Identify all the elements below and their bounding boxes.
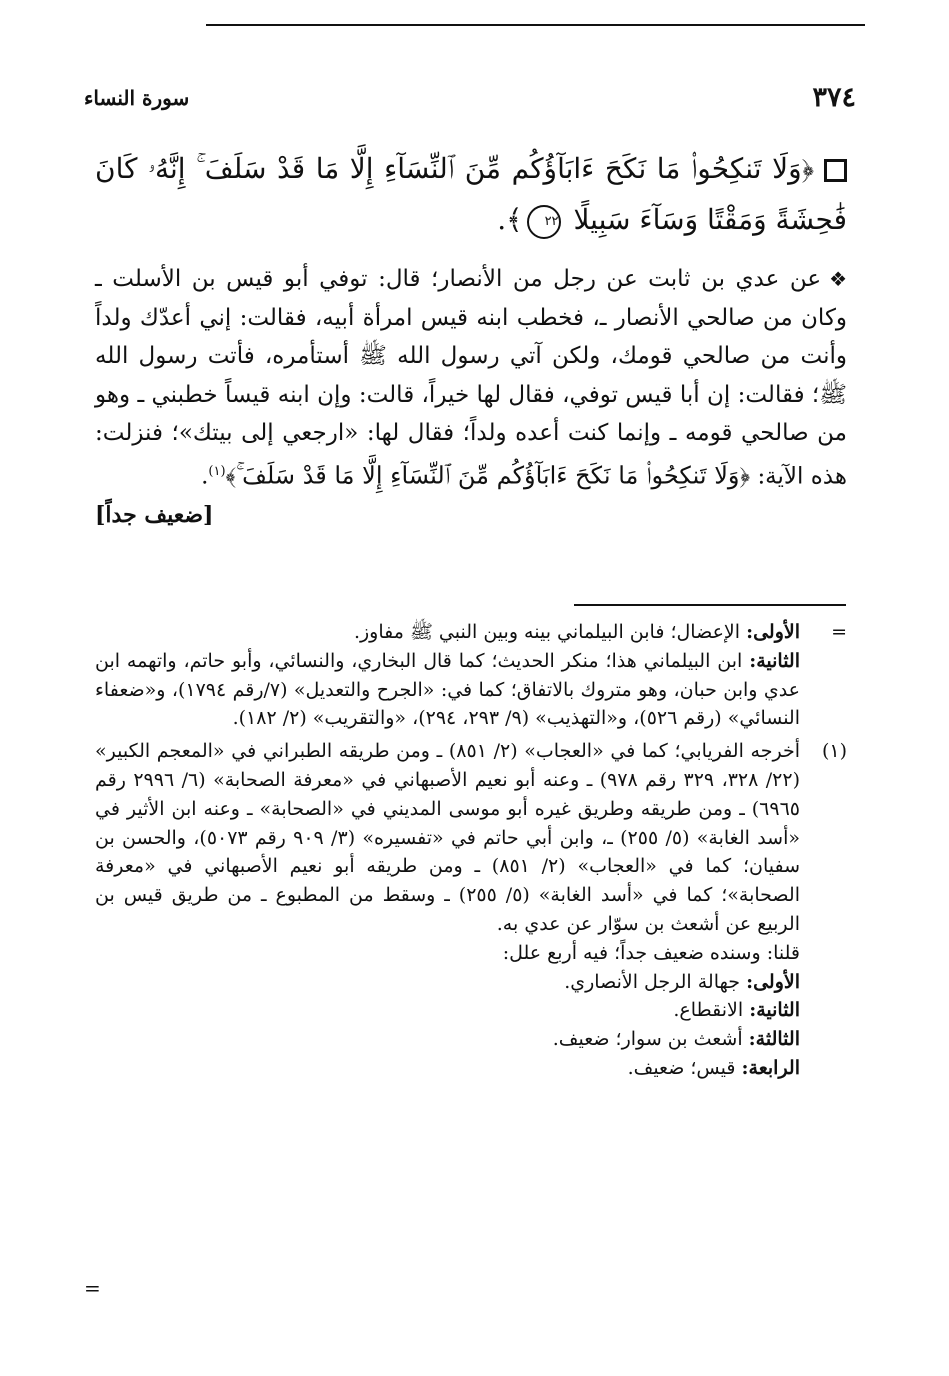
item-text: جهالة الرجل الأنصاري. <box>564 970 741 993</box>
item-label: الأولى: <box>746 621 800 643</box>
footnote-1 <box>95 737 847 1083</box>
item-text: الإعضال؛ فابن البيلماني بينه وبين النبي ﷺ مفاوز. <box>353 621 741 643</box>
item-label: الأولى: <box>746 970 800 993</box>
item-label: الثانية: <box>749 649 800 672</box>
verse-closing: ﴾. <box>497 203 523 236</box>
item-text: الانقطاع. <box>673 999 744 1022</box>
item-text: أشعث بن سوار؛ ضعيف. <box>552 1028 743 1051</box>
footnote-rule <box>574 604 846 606</box>
item-text: ابن البيلماني هذا؛ منكر الحديث؛ كما قال البخاري، والنسائي، وأبو حاتم، واتهمه ابن عدي وابن حبان، وهو متروك بالاتفاق؛ كما في: «الجرح والتعديل» (٧/رقم ١٧٩٤)، و«ضعفاء النسائي» (رقم ٥٢٦)، و«التهذيب» (٩/ ٢٩٣، ٢٩٤)، «والتقريب» (٢/ ١٨٢). <box>95 649 801 730</box>
footnotes <box>95 618 847 1083</box>
page-header <box>84 78 856 118</box>
footnote-ref: (١) <box>208 463 226 479</box>
square-icon <box>824 159 847 182</box>
verse-number: ٢٢ <box>527 205 561 239</box>
defect-item <box>95 1054 800 1083</box>
continuation-marker: = <box>84 1276 101 1300</box>
item-text: قيس؛ ضعيف. <box>627 1056 736 1079</box>
defect-item <box>95 1025 800 1054</box>
footnote-continued <box>95 618 847 733</box>
page-number: ٣٧٤ <box>812 82 856 113</box>
hadith-text: عن عدي بن ثابت عن رجل من الأنصار؛ قال: توفي أبو قيس بن الأسلت ـ وكان من صالحي الأنصار ـ، فخطب ابنه قيس امرأة أبيه، فقالت: إني أعدّك ولداً وأنت من صالحي قومك، ولكن آتي رسول الله ﷺ أستأمره، فأتت رسول الله ﷺ؛ فقالت: إن أبا قيس توفي، فقال لها خيراً، قالت: وإن ابنه قيساً خطبني ـ وهو من صالحي قومه ـ وإنما كنت أعده ولداً؛ فقال لها: «ارجعي إلى بيتك»؛ فنزلت: هذه الآية: <box>95 266 847 490</box>
footnote-verdict: قلنا: وسنده ضعيف جداً؛ فيه أربع علل: <box>502 941 800 964</box>
defect-item <box>95 968 800 997</box>
footnote-line <box>95 647 800 733</box>
verse-block <box>95 143 847 245</box>
header-rule <box>206 24 865 26</box>
item-label: الثانية: <box>749 999 800 1022</box>
footnote-line <box>95 618 800 647</box>
footnote-marker: (١) <box>821 740 847 763</box>
item-label: الثالثة: <box>748 1028 800 1051</box>
hadith-paragraph <box>95 260 847 534</box>
surah-title: سورة النساء <box>84 86 190 110</box>
defect-item <box>95 996 800 1025</box>
hadith-quote: ﴿وَلَا تَنكِحُوا۟ مَا نَكَحَ ءَابَآؤُكُم مِّنَ ٱلنِّسَآءِ إِلَّا مَا قَدْ سَلَفَ ۚ﴾ <box>225 461 751 490</box>
footnote-text: أخرجه الفريابي؛ كما في «العجاب» (٢/ ٨٥١) ـ ومن طريقه الطبراني في «المعجم الكبير» (٢٢/ ٣٢٨، ٣٢٩ رقم ٩٧٨) ـ وعنه أبو نعيم الأصبهاني في «معرفة الصحابة» (٦/ ٢٩٩٦ رقم ٦٩٦٥) ـ ومن طريقه وطريق غيره أبو موسى المديني في «الصحابة» ـ وعنه ابن الأثير في «أسد الغابة» (٥/ ٢٥٥) ـ، وابن أبي حاتم في «تفسيره» (٣/ ٩٠٩ رقم ٥٠٧٣)، والحسن بن سفيان؛ كما في «العجاب» (٢/ ٨٥١) ـ ومن طريقه أبو نعيم الأصبهاني في «معرفة الصحابة»؛ كما في «أسد الغابة» (٥/ ٢٥٥) ـ وسقط من المطبوع ـ من طريق قيس بن الربيع عن أشعث بن سوّار عن عدي به. <box>95 740 801 935</box>
diamond-icon: ❖ <box>829 267 847 291</box>
continuation-marker: = <box>831 621 847 643</box>
verse-text: ﴿وَلَا تَنكِحُوا۟ مَا نَكَحَ ءَابَآؤُكُم مِّنَ ٱلنِّسَآءِ إِلَّا مَا قَدْ سَلَفَ ۚ إِنَّهُۥ كَانَ فَٰحِشَةً وَمَقْتًا وَسَآءَ سَبِيلًا <box>95 152 847 236</box>
hadith-end: . <box>201 463 209 490</box>
grade-label: [ضعيف جداً] <box>95 501 214 528</box>
item-label: الرابعة: <box>741 1056 800 1079</box>
